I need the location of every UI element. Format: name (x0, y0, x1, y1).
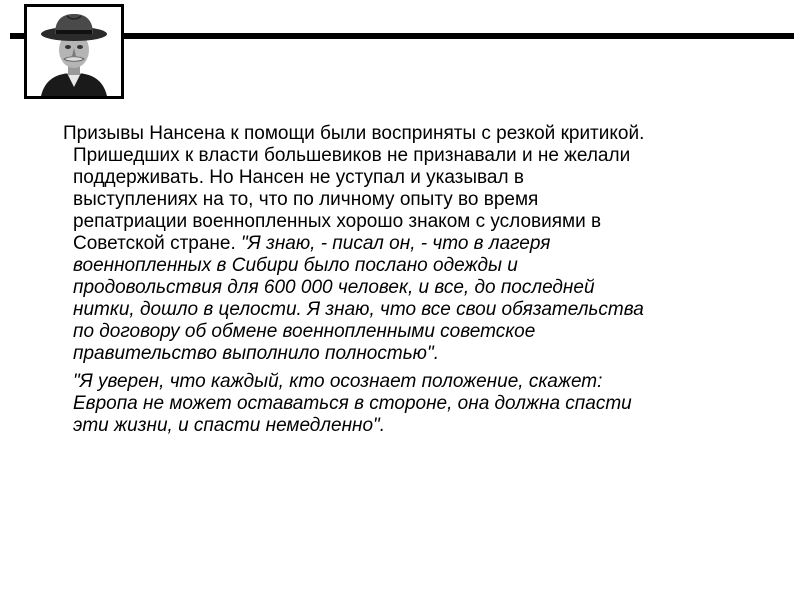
slide-body-text (63, 123, 763, 437)
man-in-hat-portrait-icon (27, 7, 121, 96)
paragraph-1-quote: "Я знаю, - писал он, - что в лагеря военнопленных в Сибири было послано одежды и продовольствия для 600 000 человек, и все, до последней нитки, дошло в целости. Я знаю, что все свои обязательства по договору об обмене военнопленными советское правительство выполнило полностью". (73, 233, 644, 364)
paragraph-1-text: Призывы Нансена к помощи были восприняты с резкой критикой. Пришедших к власти большевиков не признавали и не желали поддерживать. Но Нансен не уступал и указывал в выступлениях на то, что по личному опыту во время репатриации военнопленных хорошо знаком с условиями в Советской стране. (63, 123, 645, 254)
header-rule (10, 33, 794, 39)
portrait-image (24, 4, 124, 99)
paragraph-1 (63, 123, 763, 365)
paragraph-2: "Я уверен, что каждый, кто осознает положение, скажет: Европа не может оставаться в стороне, она должна спасти эти жизни, и спасти немедленно". (73, 371, 632, 436)
